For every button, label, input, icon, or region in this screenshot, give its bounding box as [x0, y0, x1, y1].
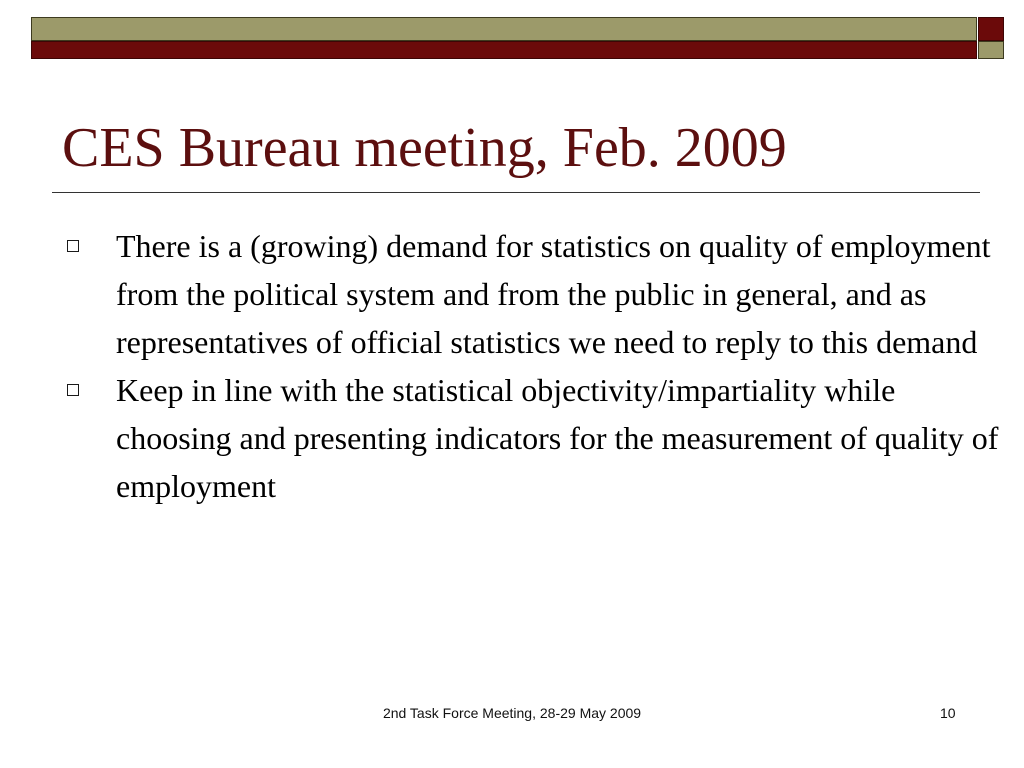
header-maroon-bar — [31, 41, 977, 59]
slide-title: CES Bureau meeting, Feb. 2009 — [62, 117, 787, 179]
bullet-item — [64, 222, 1004, 366]
page-number: 10 — [940, 705, 956, 721]
header-corner-square-bottom — [978, 41, 1004, 59]
footer-text: 2nd Task Force Meeting, 28-29 May 2009 — [382, 705, 642, 721]
bullet-item — [64, 366, 1004, 510]
title-divider — [52, 192, 980, 193]
bullet-text: There is a (growing) demand for statistics on quality of employment from the political system and from the public in general, and as representatives of official statistics we need to reply to this demand — [116, 228, 991, 360]
hollow-square-icon — [67, 240, 79, 252]
hollow-square-icon — [67, 384, 79, 396]
bullet-list — [64, 222, 1004, 510]
header-corner-square-top — [978, 17, 1004, 41]
header-olive-bar — [31, 17, 977, 41]
bullet-text: Keep in line with the statistical objectivity/impartiality while choosing and presenting indicators for the measurement of quality of employment — [116, 372, 999, 504]
